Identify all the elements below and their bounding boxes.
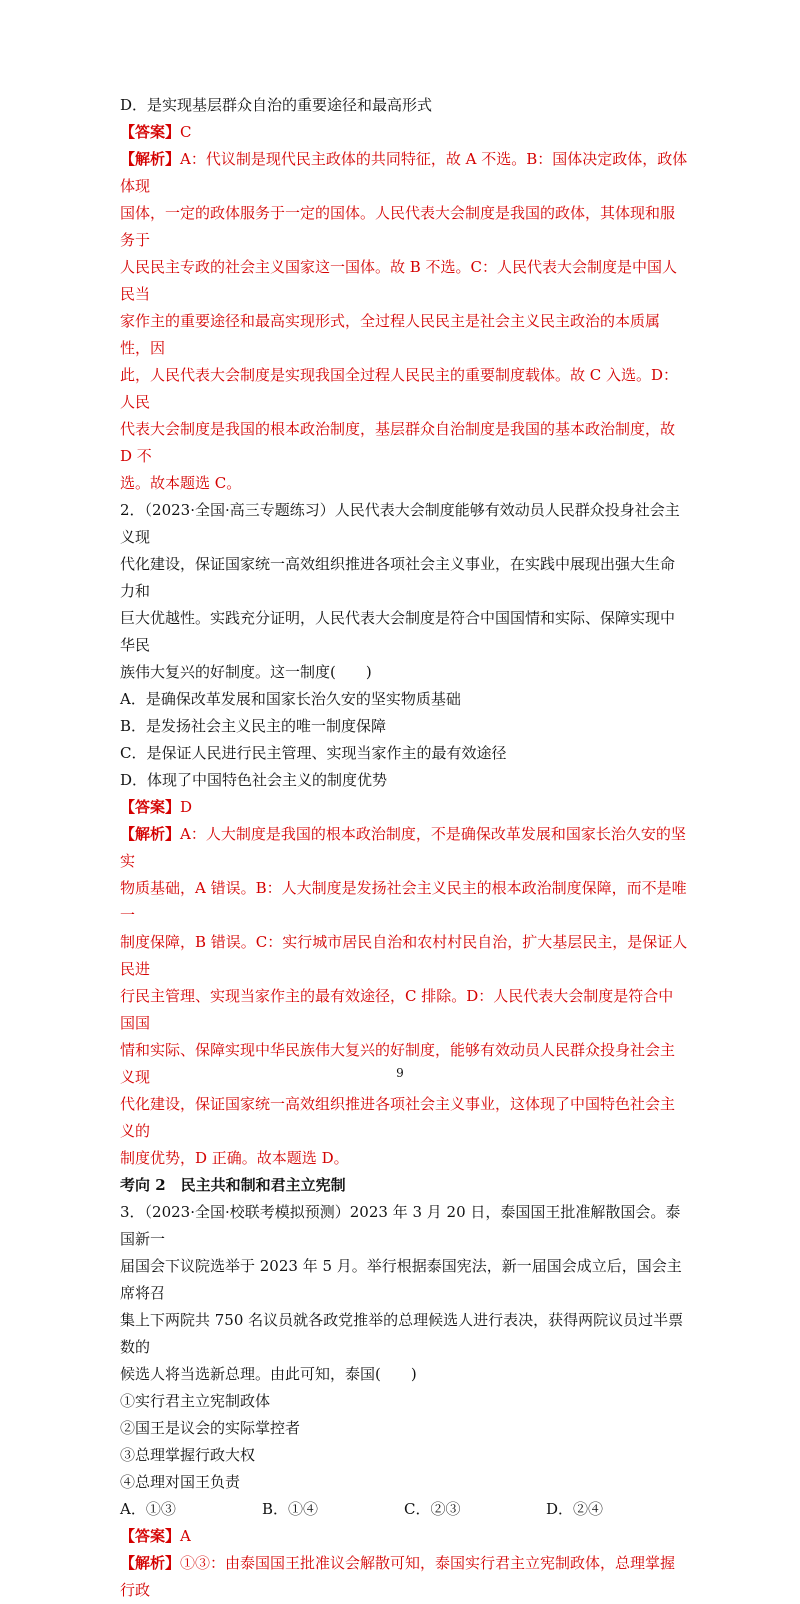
- q2-stem-line: 族伟大复兴的好制度。这一制度( ): [120, 663, 372, 681]
- page-content: [120, 92, 688, 1604]
- q2-stem-line: 2．（2023·全国·高三专题练习）人民代表大会制度能够有效动员人民群众投身社会主义现: [120, 501, 680, 546]
- q3-answer: 【答案】A: [120, 1527, 191, 1545]
- q1-analysis-line: 人民民主专政的社会主义国家这一国体。故 B 不选。C：人民代表大会制度是中国人民当: [120, 258, 678, 303]
- q3-stem-line: 候选人将当选新总理。由此可知，泰国( ): [120, 1365, 417, 1383]
- q2-analysis-line: 制度保障，B 错误。C：实行城市居民自治和农村村民自治，扩大基层民主，是保证人民进: [120, 933, 688, 978]
- q1-analysis-line: 家作主的重要途径和最高实现形式，全过程人民民主是社会主义民主政治的本质属性，因: [120, 312, 661, 357]
- q3-choices: [120, 1496, 688, 1523]
- q1-analysis-line: 选。故本题选 C。: [120, 474, 242, 492]
- q3-choice-b: B．①④: [262, 1500, 319, 1518]
- q2-option-c: C．是保证人民进行民主管理、实现当家作主的最有效途径: [120, 744, 507, 762]
- q2-stem-line: 代化建设，保证国家统一高效组织推进各项社会主义事业，在实践中展现出强大生命力和: [120, 555, 676, 600]
- q1-analysis-line: 【解析】A：代议制是现代民主政体的共同特征，故 A 不选。B：国体决定政体，政体体现: [120, 150, 688, 195]
- q1-analysis-line: 国体，一定的政体服务于一定的国体。人民代表大会制度是我国的政体，其体现和服务于: [120, 204, 676, 249]
- q3-choice-d: D．②④: [546, 1500, 604, 1518]
- page-number: 9: [396, 1066, 404, 1080]
- q2-option-a: A．是确保改革发展和国家长治久安的坚实物质基础: [120, 690, 461, 708]
- q2-option-d: D．体现了中国特色社会主义的制度优势: [120, 771, 388, 789]
- q2-option-b: B．是发扬社会主义民主的唯一制度保障: [120, 717, 387, 735]
- q3-statement: ③总理掌握行政大权: [120, 1446, 256, 1464]
- q3-statement: ①实行君主立宪制政体: [120, 1392, 271, 1410]
- q2-answer: 【答案】D: [120, 798, 193, 816]
- q2-analysis-line: 【解析】A：人大制度是我国的根本政治制度，不是确保改革发展和国家长治久安的坚实: [120, 825, 686, 870]
- q3-statement: ②国王是议会的实际掌控者: [120, 1419, 301, 1437]
- q3-stem-line: 3．（2023·全国·校联考模拟预测）2023 年 3 月 20 日，泰国国王批准解散国会。泰国新一: [120, 1203, 681, 1248]
- q1-answer: 【答案】C: [120, 123, 192, 141]
- q3-statement: ④总理对国王负责: [120, 1473, 241, 1491]
- q3-choice-a: A．①③: [120, 1500, 176, 1518]
- q3-stem-line: 集上下两院共 750 名议员就各政党推举的总理候选人进行表决，获得两院议员过半票数的: [120, 1311, 684, 1356]
- q1-analysis-line: 此，人民代表大会制度是实现我国全过程人民民主的重要制度载体。故 C 入选。D：人民: [120, 366, 679, 411]
- q2-analysis-line: 情和实际、保障实现中华民族伟大复兴的好制度，能够有效动员人民群众投身社会主义现: [120, 1041, 676, 1086]
- q2-analysis-line: 制度优势，D 正确。故本题选 D。: [120, 1149, 349, 1167]
- q2-analysis-line: 行民主管理、实现当家作主的最有效途径，C 排除。D：人民代表大会制度是符合中国国: [120, 987, 674, 1032]
- q3-analysis-line: 【解析】①③：由泰国国王批准议会解散可知，泰国实行君主立宪制政体，总理掌握行政: [120, 1554, 676, 1599]
- q2-analysis-line: 代化建设，保证国家统一高效组织推进各项社会主义事业，这体现了中国特色社会主义的: [120, 1095, 676, 1140]
- section-heading: 考向 2 民主共和制和君主立宪制: [120, 1176, 346, 1194]
- q2-analysis-line: 物质基础，A 错误。B：人大制度是发扬社会主义民主的根本政治制度保障，而不是唯一: [120, 879, 687, 924]
- q3-choice-c: C．②③: [404, 1500, 461, 1518]
- q2-stem-line: 巨大优越性。实践充分证明，人民代表大会制度是符合中国国情和实际、保障实现中华民: [120, 609, 676, 654]
- q1-analysis-line: 代表大会制度是我国的根本政治制度，基层群众自治制度是我国的基本政治制度，故 D 不: [120, 420, 676, 465]
- q3-stem-line: 届国会下议院选举于 2023 年 5 月。举行根据泰国宪法，新一届国会成立后，国会主席将召: [120, 1257, 682, 1302]
- q1-option-d: D．是实现基层群众自治的重要途径和最高形式: [120, 96, 433, 114]
